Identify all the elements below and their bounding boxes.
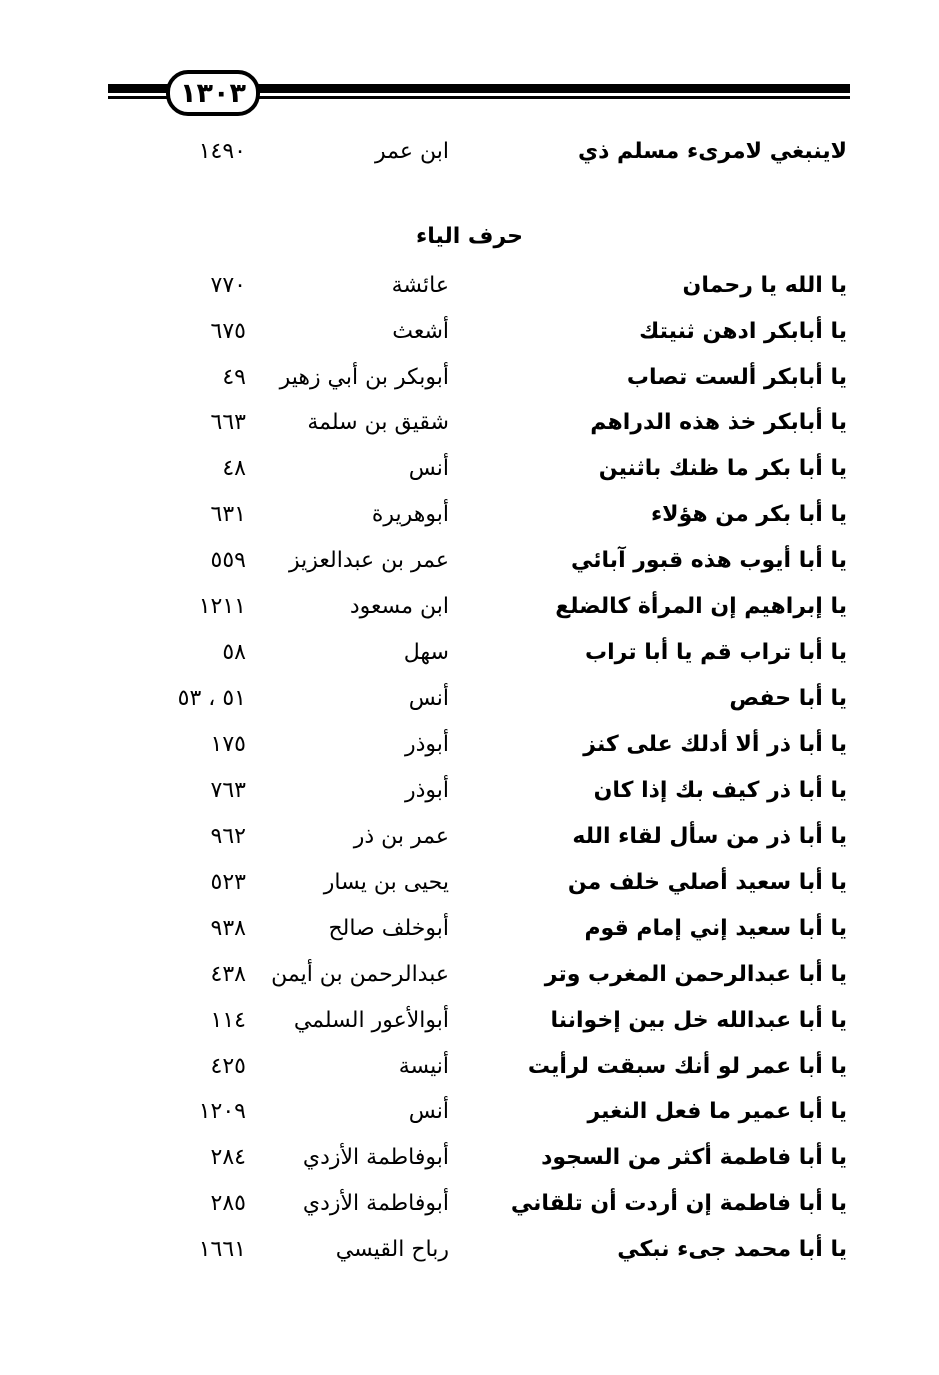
entry-narrator: ابن عمر (375, 139, 449, 164)
entry-row (0, 1099, 939, 1139)
entry-phrase: يا أبابكر ادهن ثنيتك (639, 319, 847, 344)
entry-ref: ٤٢٥ (210, 1054, 246, 1079)
entry-ref: ٥٨ (222, 640, 246, 665)
entry-phrase: يا أبا سعيد إني إمام قوم (584, 916, 847, 941)
entry-row (0, 456, 939, 496)
entry-ref: ٢٨٥ (210, 1191, 246, 1216)
entry-narrator: أنيسة (398, 1054, 449, 1079)
entry-phrase: يا الله يا رحمان (682, 273, 847, 298)
entry-narrator: شقيق بن سلمة (307, 410, 449, 435)
entry-row (0, 410, 939, 450)
entry-phrase: يا أبا بكر من هؤلاء (650, 502, 847, 527)
entry-row (0, 778, 939, 818)
entry-phrase: يا أبا عمر لو أنك سبقت لرأيت (527, 1054, 847, 1079)
entry-narrator: أنس (408, 456, 449, 481)
entry-row (0, 502, 939, 542)
entry-ref: ٦٣١ (210, 502, 246, 527)
entry-phrase: يا أبا تراب قم يا أبا تراب (585, 640, 847, 665)
entry-ref: ٥١ ، ٥٣ (177, 686, 246, 711)
entry-phrase: يا أبا سعيد أصلي خلف من (567, 870, 847, 895)
entry-row (0, 1237, 939, 1277)
entry-ref: ١٢١١ (198, 594, 246, 619)
entry-row (0, 824, 939, 864)
entry-ref: ٩٦٢ (210, 824, 246, 849)
entry-narrator: أشعث (392, 319, 449, 344)
entry-phrase: يا أبا فاطمة إن أردت أن تلقاني (510, 1191, 847, 1216)
entry-row (0, 548, 939, 588)
entry-row (0, 1191, 939, 1231)
entry-narrator: أبوفاطمة الأزدي (302, 1145, 449, 1170)
entry-narrator: يحيى بن يسار (323, 870, 449, 895)
entry-phrase: يا أبا فاطمة أكثر من السجود (541, 1145, 847, 1170)
entry-phrase: يا أبا ذر ألا أدلك على كنز (583, 732, 847, 757)
entry-ref: ٥٥٩ (210, 548, 246, 573)
entry-phrase: يا أبا ذر كيف بك إذا كان (593, 778, 847, 803)
entry-ref: ٩٣٨ (210, 916, 246, 941)
entry-row (0, 916, 939, 956)
entry-narrator: أبوذر (404, 732, 449, 757)
entry-phrase: يا أبا عبدالله خل بين إخواننا (550, 1008, 847, 1033)
entry-ref: ١١٤ (210, 1008, 246, 1033)
entry-phrase: يا أبا عبدالرحمن المغرب وتر (544, 962, 847, 987)
entry-row (0, 1054, 939, 1094)
entry-narrator: أبوفاطمة الأزدي (302, 1191, 449, 1216)
entry-row (0, 732, 939, 772)
entry-phrase: يا أبا محمد جىء نبكي (617, 1237, 847, 1262)
entry-row (0, 365, 939, 405)
entry-row (0, 273, 939, 313)
entry-phrase: يا أبا عمير ما فعل النغير (587, 1099, 847, 1124)
entry-phrase: يا أبابكر خذ هذه الدراهم (590, 410, 847, 435)
entry-narrator: أبوالأعور السلمي (293, 1008, 449, 1033)
entry-row (0, 870, 939, 910)
entry-narrator: عبدالرحمن بن أيمن (271, 962, 449, 987)
entry-narrator: عائشة (391, 273, 449, 298)
entry-ref: ١٤٩٠ (198, 139, 246, 164)
entry-ref: ٤٨ (222, 456, 246, 481)
entry-ref: ١٧٥ (210, 732, 246, 757)
entry-ref: ٦٦٣ (210, 410, 246, 435)
entry-ref: ١٢٠٩ (198, 1099, 246, 1124)
entry-ref: ٤٣٨ (210, 962, 246, 987)
entry-narrator: رباح القيسي (335, 1237, 449, 1262)
entry-ref: ١٦٦١ (198, 1237, 246, 1262)
entry-phrase: يا أبا بكر ما ظنك باثنين (598, 456, 847, 481)
entry-row (0, 1008, 939, 1048)
entry-narrator: أبوبكر بن أبي زهير (279, 365, 449, 390)
entry-row (0, 686, 939, 726)
entry-ref: ٦٧٥ (210, 319, 246, 344)
entry-narrator: ابن مسعود (349, 594, 449, 619)
entry-phrase: لاينبغي لامرىء مسلم ذي (577, 139, 847, 164)
entry-narrator: عمر بن ذر (353, 824, 449, 849)
entry-ref: ٤٩ (222, 365, 246, 390)
entry-narrator: أنس (408, 1099, 449, 1124)
entry-narrator: أبوخلف صالح (328, 916, 449, 941)
entry-row (0, 319, 939, 359)
top-entry-row (0, 139, 939, 179)
entry-phrase: يا أبابكر ألست تصاب (626, 365, 847, 390)
entry-row (0, 1145, 939, 1185)
entry-phrase: يا أبا حفص (729, 686, 847, 711)
entry-narrator: أبوذر (404, 778, 449, 803)
entry-narrator: سهل (403, 640, 449, 665)
entry-row (0, 640, 939, 680)
entry-ref: ٢٨٤ (210, 1145, 246, 1170)
entry-phrase: يا أبا ذر من سأل لقاء الله (572, 824, 847, 849)
entry-phrase: يا إبراهيم إن المرأة كالضلع (555, 594, 847, 619)
entry-ref: ٧٧٠ (210, 273, 246, 298)
page-number: ١٣٠٣ (166, 70, 260, 116)
entry-row (0, 962, 939, 1002)
entry-narrator: أنس (408, 686, 449, 711)
entry-row (0, 594, 939, 634)
entry-narrator: عمر بن عبدالعزيز (289, 548, 449, 573)
section-heading: حرف الياء (415, 224, 524, 249)
entry-ref: ٥٢٣ (210, 870, 246, 895)
entry-phrase: يا أبا أيوب هذه قبور آبائي (571, 548, 847, 573)
entry-narrator: أبوهريرة (371, 502, 449, 527)
entry-ref: ٧٦٣ (210, 778, 246, 803)
